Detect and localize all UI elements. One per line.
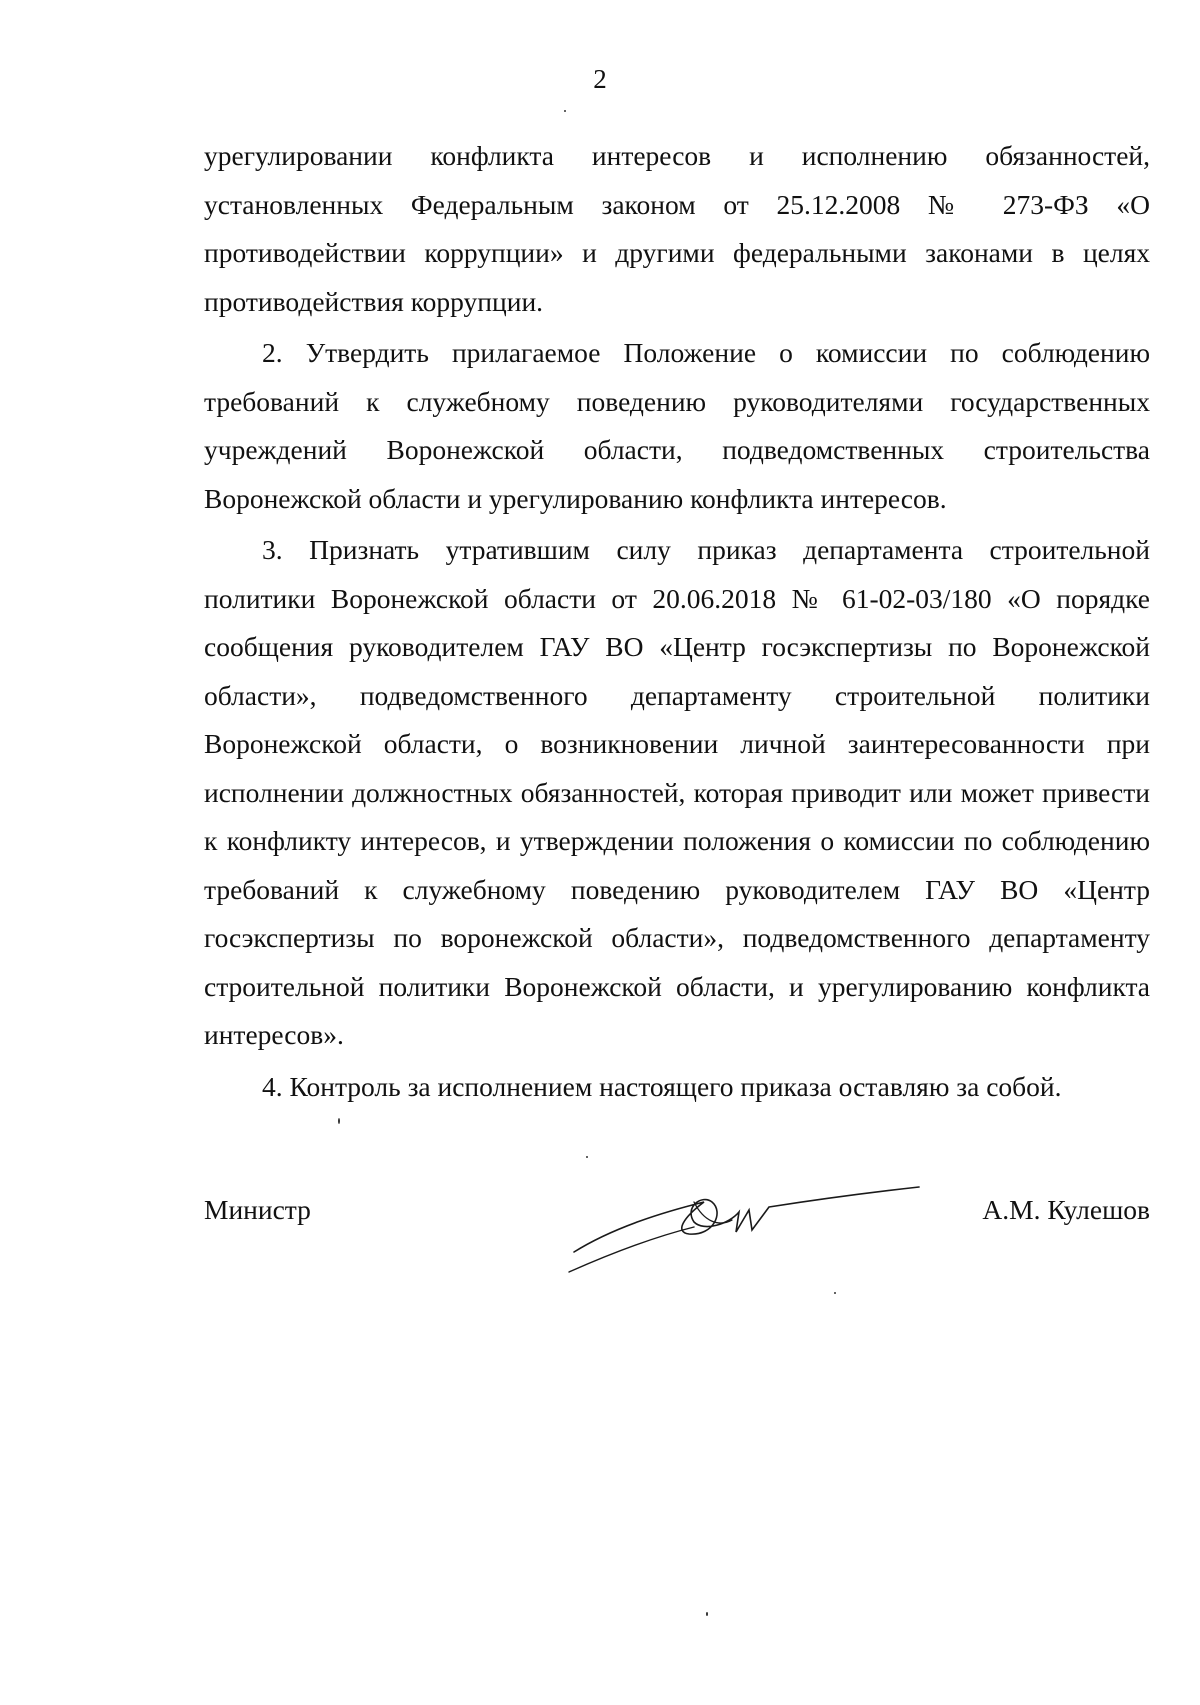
scan-speck <box>834 1292 836 1294</box>
paragraph-continuation: урегулировании конфликта интересов и исполнению обязанностей, установленных Федеральным законом от 25.12.2008 № 273-ФЗ «О противодействии коррупции» и другими федеральными законами в целях противодействия коррупции. <box>204 140 1150 317</box>
handwritten-signature <box>554 1172 924 1292</box>
scan-speck <box>586 1156 588 1158</box>
scan-speck <box>706 1612 708 1616</box>
paragraph-item-3: 3. Признать утратившим силу приказ департамента строительной политики Воронежской области от 20.06.2018 № 61-02-03/180 «О порядке сообщения руководителем ГАУ ВО «Центр госэкспертизы по Воронежской области», подведомственного департаменту строительной политики Воронежской области, о возникновении личной заинтересованности при исполнении должностных обязанностей, которая приводит или может привести к конфликту интересов, и утверждении положения о комиссии по соблюдению требований к служебному поведению руководителем ГАУ ВО «Центр госэкспертизы по воронежской области», подведомственного департаменту строительной политики Воронежской области, и урегулированию конфликта интересов». <box>204 534 1150 1050</box>
signatory-name: А.М. Кулешов <box>982 1194 1150 1225</box>
paragraph-item-4: 4. Контроль за исполнением настоящего приказа оставляю за собой. <box>262 1070 1062 1102</box>
document-body <box>204 132 1150 1111</box>
page-number: 2 <box>593 64 607 94</box>
signature-block <box>204 1186 1150 1336</box>
scan-speck <box>564 110 566 112</box>
paragraph-item-2: 2. Утвердить прилагаемое Положение о комиссии по соблюдению требований к служебному поведению руководителями государственных учреждений Воронежской области, подведомственных строительства Воронежской области и урегулированию конфликта интересов. <box>204 337 1150 514</box>
scan-speck <box>338 1118 340 1124</box>
signatory-title: Министр <box>204 1194 311 1225</box>
